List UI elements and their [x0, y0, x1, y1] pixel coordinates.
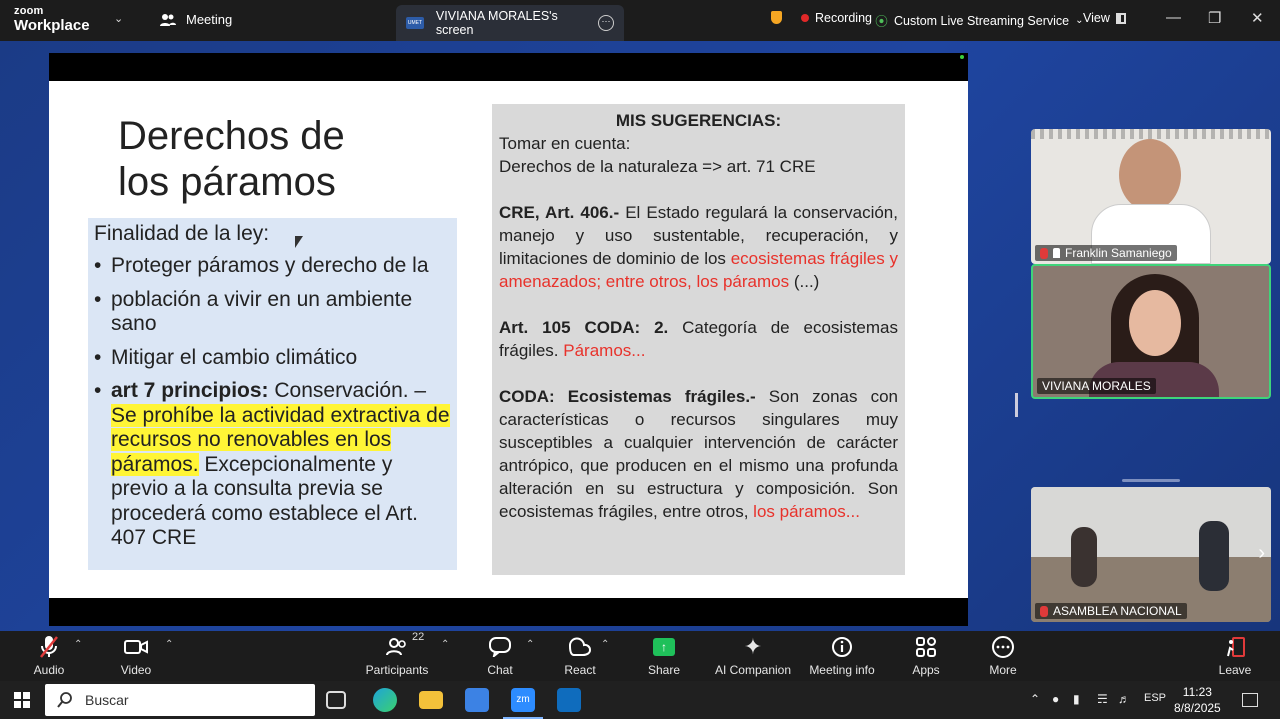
shared-screen	[49, 53, 968, 626]
video-name-label	[1035, 603, 1187, 619]
p-red: Páramos...	[563, 341, 646, 360]
slide-title-line2: los páramos	[118, 160, 336, 204]
heart-reaction-icon	[562, 633, 598, 661]
p-text: El Estado regulará la conservación, manejo y uso sustentable, recuperación, y limitaciones de dominio de los	[499, 203, 898, 268]
zoom-logo	[14, 6, 90, 33]
audio-button[interactable]	[30, 633, 68, 677]
p-bold: Art. 105 CODA: 2.	[499, 318, 669, 337]
chevron-down-icon[interactable]: ⌄	[114, 13, 124, 25]
record-dot-icon	[801, 14, 809, 22]
zoom-app-icon[interactable]: zm	[511, 688, 535, 712]
meeting-info-button[interactable]	[808, 633, 876, 677]
minimize-button[interactable]: —	[1166, 9, 1181, 26]
more-icon	[985, 633, 1021, 661]
ai-companion-button[interactable]	[714, 633, 792, 677]
outlook-icon[interactable]	[557, 688, 581, 712]
chevron-right-icon[interactable]: ›	[1258, 542, 1265, 564]
p-red: los páramos...	[753, 502, 860, 521]
live-stream-icon: ⦿	[875, 14, 889, 29]
sugerencias-line1: Tomar en cuenta:	[499, 134, 631, 153]
video-tile-franklin[interactable]	[1031, 129, 1271, 264]
share-button[interactable]	[645, 633, 683, 677]
audio-label: Audio	[33, 663, 65, 677]
bullet-text: Proteger páramos y derecho de la	[111, 254, 429, 277]
view-label: View	[1083, 11, 1110, 25]
mic-muted-icon	[1040, 248, 1048, 259]
react-label: React	[564, 663, 596, 677]
chat-label: Chat	[487, 663, 513, 677]
restore-button[interactable]: ❐	[1208, 10, 1222, 27]
resize-handle[interactable]	[1015, 393, 1018, 417]
chevron-up-icon[interactable]: ⌃	[601, 639, 610, 650]
taskbar-clock[interactable]	[1174, 684, 1221, 716]
bullet-text: población a vivir en un ambiente sano	[111, 287, 413, 335]
grid-view-icon	[1116, 13, 1126, 24]
meeting-tab-label: Meeting	[186, 12, 233, 27]
notifications-icon[interactable]	[1242, 693, 1258, 707]
leave-label: Leave	[1218, 663, 1252, 677]
umet-logo-icon: UMET	[406, 17, 424, 29]
p-text: (...)	[789, 272, 820, 291]
meeting-tab[interactable]	[160, 12, 232, 27]
chat-button[interactable]	[484, 633, 516, 677]
highlighted-text: Se prohíbe la actividad extractiva de recursos no renovables en los páramos.	[111, 403, 450, 476]
participants-count: 22	[412, 631, 425, 643]
brand-bottom: Workplace	[14, 17, 90, 34]
paragraph-art406	[499, 201, 898, 293]
mic-muted-icon	[30, 633, 68, 661]
p-text: Son zonas con características o recursos singulares muy susceptibles a cualquier intervención de carácter antrópico, que producen en el mismo una profunda alteración en su estructura y composición. Son ecosistemas frágiles, entre otros,	[499, 387, 898, 521]
mouse-cursor-icon	[295, 236, 303, 248]
video-button[interactable]	[118, 633, 154, 677]
bullet-text: Mitigar el cambio climático	[111, 345, 358, 369]
video-name-label	[1037, 378, 1156, 394]
video-label: Video	[120, 663, 152, 677]
p-text: Categoría de ecosistemas frágiles.	[499, 318, 899, 360]
list-item	[94, 346, 451, 371]
search-placeholder: Buscar	[85, 692, 129, 708]
search-icon	[57, 692, 73, 708]
react-button[interactable]	[562, 633, 598, 677]
ley-finalidad-box	[88, 218, 457, 570]
more-label: More	[989, 663, 1017, 677]
info-icon	[808, 633, 876, 661]
close-button[interactable]: ✕	[1251, 10, 1264, 27]
p-bold: CRE, Art. 406.-	[499, 203, 620, 222]
bullet-bold: art 7 principios:	[111, 379, 269, 402]
ms-store-icon[interactable]	[465, 688, 489, 712]
finalidad-heading: Finalidad de la ley:	[94, 222, 270, 245]
volume-icon[interactable]: ♬	[1118, 692, 1130, 706]
taskbar-search[interactable]	[45, 684, 315, 716]
participant-name: VIVIANA MORALES	[1042, 379, 1151, 393]
language-indicator[interactable]: ESP	[1144, 692, 1167, 704]
recording-label: Recording	[815, 11, 872, 25]
task-view-icon[interactable]	[326, 691, 346, 709]
shared-screen-label: VIVIANA MORALES's screen	[435, 9, 558, 37]
video-tile-viviana[interactable]	[1031, 264, 1271, 399]
windows-start-button[interactable]	[14, 692, 30, 708]
wifi-icon[interactable]: ☴	[1097, 692, 1108, 706]
recording-indicator[interactable]	[801, 11, 872, 25]
participant-name: Franklin Samaniego	[1065, 246, 1172, 260]
apps-label: Apps	[912, 663, 940, 677]
file-explorer-icon[interactable]	[419, 691, 443, 709]
participant-name: ASAMBLEA NACIONAL	[1053, 604, 1182, 618]
meeting-toolbar	[0, 631, 1280, 681]
apps-button[interactable]	[910, 633, 942, 677]
bullet-text: Excepcionalmente y previo a la consulta previa se procederá como establece el Art. 407 CRE	[111, 452, 419, 549]
pin-icon	[1053, 248, 1060, 258]
shield-icon	[771, 11, 782, 24]
chevron-down-icon: ⌄	[1075, 15, 1084, 26]
bullet-text: Conservación. –	[268, 379, 427, 402]
more-options-icon[interactable]: ···	[598, 15, 614, 31]
chevron-up-icon[interactable]: ⌃	[165, 639, 174, 650]
chevron-up-icon[interactable]: ⌃	[526, 639, 535, 650]
paragraph-art105	[499, 316, 898, 362]
chat-icon	[484, 633, 516, 661]
security-indicator[interactable]	[771, 11, 782, 24]
meeting-stage	[0, 41, 1280, 631]
more-button[interactable]	[985, 633, 1021, 677]
slide-title	[118, 113, 345, 205]
share-label: Share	[647, 663, 681, 677]
title-bar	[0, 0, 1280, 41]
p-bold: CODA: Ecosistemas frágiles.-	[499, 387, 756, 406]
clock-time: 11:23	[1182, 685, 1212, 699]
list-item	[94, 288, 451, 337]
brand-top: zoom	[14, 5, 44, 17]
p-red: ecosistemas frágiles y amenazados; entre otros, los páramos	[499, 249, 898, 291]
sugerencias-line2: Derechos de la naturaleza => art. 71 CRE	[499, 157, 816, 176]
sparkle-icon: ✦	[743, 634, 763, 659]
people-icon	[160, 13, 176, 27]
chevron-up-icon[interactable]: ⌃	[441, 639, 450, 650]
video-name-label	[1035, 245, 1177, 261]
battery-icon[interactable]: ▮	[1073, 692, 1080, 706]
meeting-info-label: Meeting info	[809, 663, 875, 677]
mic-muted-icon	[1040, 606, 1048, 617]
share-screen-icon: ↑	[653, 638, 675, 656]
sugerencias-title: MIS SUGERENCIAS:	[615, 111, 782, 130]
ai-companion-label: AI Companion	[714, 663, 792, 677]
share-indicator-dot	[960, 55, 964, 59]
edge-browser-icon[interactable]	[373, 688, 397, 712]
sugerencias-box	[492, 104, 905, 575]
list-item	[94, 379, 451, 551]
streaming-label: Custom Live Streaming Service	[894, 13, 1070, 28]
microphone-icon[interactable]: ●	[1052, 692, 1060, 706]
finalidad-list	[94, 254, 451, 551]
slide-title-line1: Derechos de	[118, 114, 345, 158]
leave-icon	[1218, 633, 1252, 661]
view-button[interactable]	[1083, 11, 1126, 25]
video-scrollbar[interactable]	[1122, 479, 1180, 482]
apps-icon	[910, 633, 942, 661]
streaming-indicator[interactable]	[875, 11, 1083, 30]
clock-date: 8/8/2025	[1174, 701, 1221, 715]
chevron-up-icon[interactable]: ⌃	[1030, 692, 1041, 706]
leave-button[interactable]	[1218, 633, 1252, 677]
list-item	[94, 254, 451, 279]
chevron-up-icon[interactable]: ⌃	[74, 639, 83, 650]
paragraph-coda	[499, 385, 898, 523]
windows-taskbar	[0, 681, 1280, 719]
presentation-slide	[49, 81, 968, 598]
participants-label: Participants	[365, 663, 429, 677]
shared-screen-tab[interactable]	[396, 5, 624, 41]
video-camera-icon	[118, 633, 154, 661]
video-tile-asamblea[interactable]	[1031, 487, 1271, 622]
